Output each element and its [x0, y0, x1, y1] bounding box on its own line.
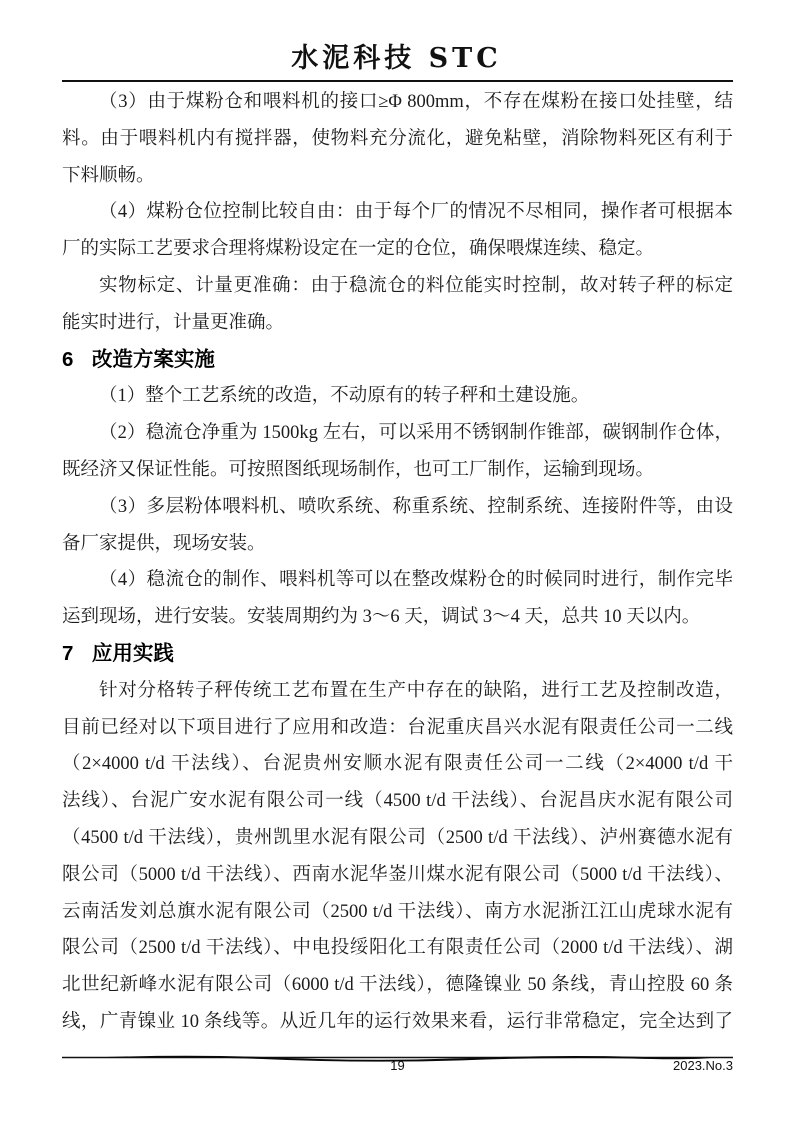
text-line: 线，广青镍业 10 条线等。从近几年的运行效果来看，运行非常稳定，完全达到了	[62, 1011, 733, 1032]
text-line: 北世纪新峰水泥有限公司（6000 t/d 干法线），德隆镍业 50 条线，青山控股 60 条	[62, 975, 733, 996]
text-line: （3）多层粉体喂料机、喷吹系统、称重系统、控制系统、连接附件等，由设	[99, 496, 733, 517]
text-line: 法线）、台泥广安水泥有限公司一线（4500 t/d 干法线）、台泥昌庆水泥有限公司	[62, 791, 733, 812]
header-rule	[62, 80, 733, 82]
page-number: 19	[390, 1058, 405, 1073]
text-line: 下料顺畅。	[62, 165, 155, 186]
text-line: 云南活发刘总旗水泥有限公司（2500 t/d 干法线）、南方水泥浙江江山虎球水泥有	[62, 901, 733, 922]
text-line: （1）整个工艺系统的改造，不动原有的转子秤和土建设施。	[99, 386, 590, 407]
journal-title: 水泥科技 STC	[291, 43, 502, 74]
section-number: 7	[62, 641, 74, 665]
text-line: （4500 t/d 干法线），贵州凯里水泥有限公司（2500 t/d 干法线）、泸州赛德水泥有	[62, 827, 733, 848]
section-heading-6	[62, 342, 733, 379]
text-line: 限公司（2500 t/d 干法线）、中电投绥阳化工有限责任公司（2000 t/d 干法线）、湖	[62, 938, 733, 959]
issue-number: 2023.No.3	[673, 1058, 733, 1073]
text-line: （4）煤粉仓位控制比较自由：由于每个厂的情况不尽相同，操作者可根据本	[99, 202, 733, 223]
section-heading-7	[62, 636, 733, 673]
text-line: 针对分格转子秤传统工艺布置在生产中存在的缺陷，进行工艺及控制改造，	[99, 680, 733, 701]
section-number: 6	[62, 347, 74, 371]
page-footer	[62, 1058, 733, 1078]
section-title: 应用实践	[91, 641, 174, 665]
text-line: 能实时进行，计量更准确。	[62, 312, 285, 333]
text-line: （2×4000 t/d 干法线）、台泥贵州安顺水泥有限责任公司一二线（2×4000 t/d 干	[62, 754, 733, 775]
text-line: 限公司（5000 t/d 干法线）、西南水泥华崟川煤水泥有限公司（5000 t/d 干法线）、	[62, 864, 733, 885]
footer-rule	[62, 1049, 733, 1057]
text-line: 实物标定、计量更准确：由于稳流仓的料位能实时控制，故对转子秤的标定	[99, 275, 733, 296]
text-line: 目前已经对以下项目进行了应用和改造：台泥重庆昌兴水泥有限责任公司一二线	[62, 717, 733, 738]
text-line: （3）由于煤粉仓和喂料机的接口≥Φ 800mm，不存在煤粉在接口处挂壁，结	[99, 92, 733, 112]
text-line: 厂的实际工艺要求合理将煤粉设定在一定的仓位，确保喂煤连续、稳定。	[62, 239, 655, 260]
text-line: 运到现场，进行安装。安装周期约为 3～6 天，调试 3～4 天，总共 10 天以内。	[62, 607, 701, 628]
text-line: （4）稳流仓的制作、喂料机等可以在整改煤粉仓的时候同时进行，制作完毕	[99, 570, 733, 591]
text-line: （2）稳流仓净重为 1500kg 左右，可以采用不锈钢制作锥部，碳钢制作仓体，	[99, 423, 733, 444]
text-line: 料。由于喂料机内有搅拌器，使物料充分流化，避免粘壁，消除物料死区有利于	[62, 128, 733, 149]
page-body	[62, 84, 733, 1041]
text-line: 既经济又保证性能。可按照图纸现场制作，也可工厂制作，运输到现场。	[62, 459, 655, 480]
section-title: 改造方案实施	[91, 347, 215, 371]
text-line: 备厂家提供，现场安装。	[62, 533, 266, 554]
